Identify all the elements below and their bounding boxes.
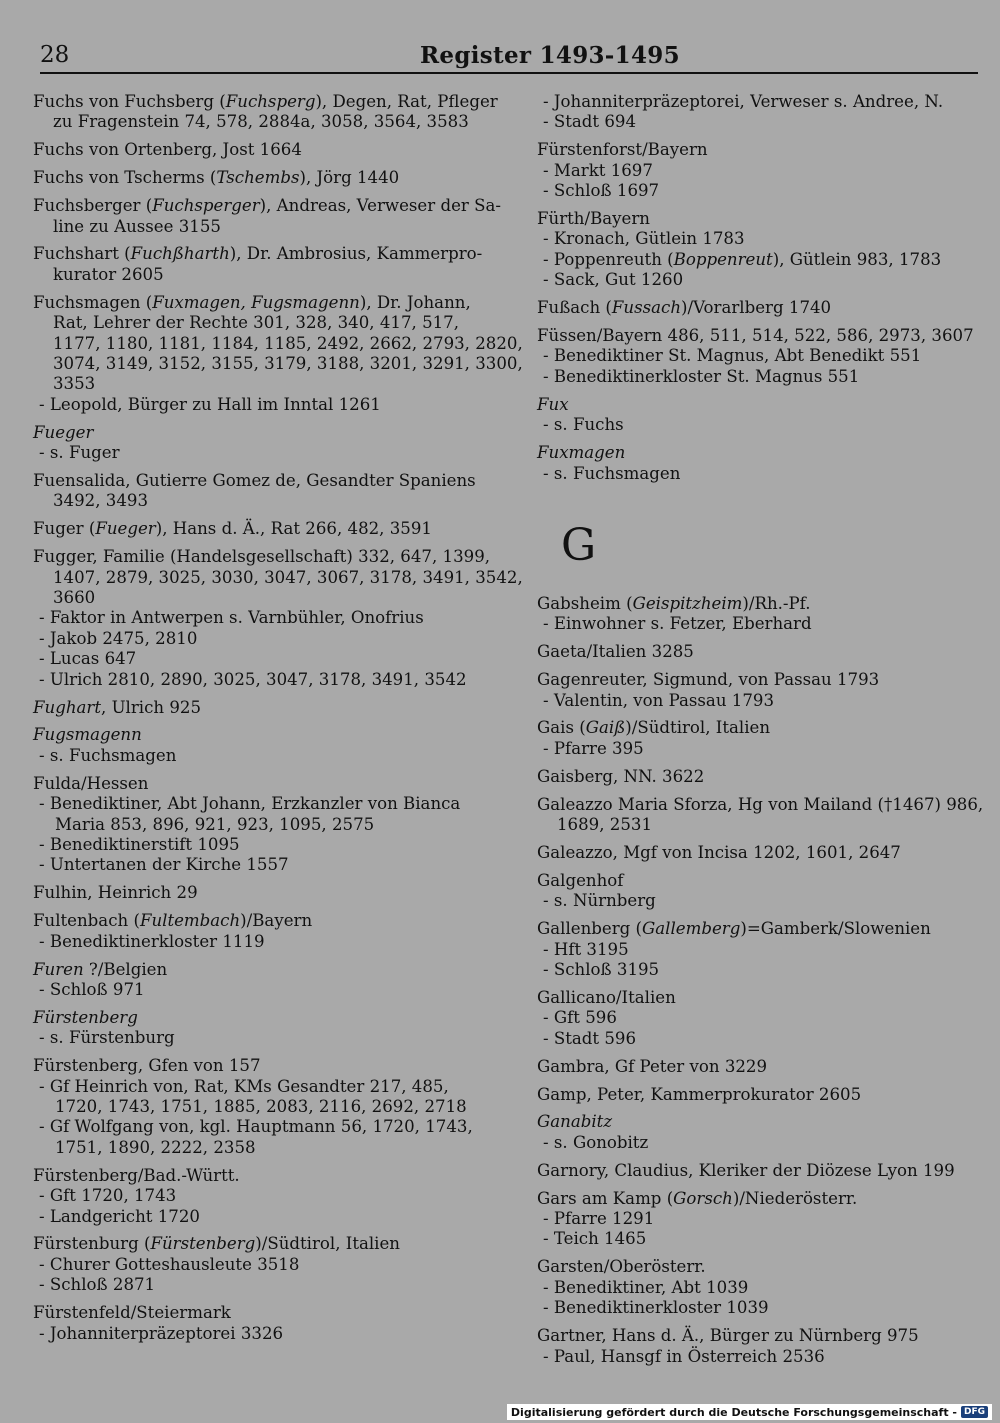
- index-entry: [537, 443, 977, 484]
- index-entry: [537, 298, 977, 318]
- index-subentry: - Hft 3195: [543, 939, 629, 959]
- index-entry-line: Galeazzo, Mgf von Incisa 1202, 1601, 2647: [537, 842, 901, 862]
- index-subentry: Maria 853, 896, 921, 923, 1095, 2575: [55, 814, 375, 834]
- index-entry: [33, 244, 488, 285]
- index-entry: [33, 883, 488, 903]
- index-entry: [33, 698, 488, 718]
- index-entry-line: Fugger, Familie (Handelsgesellschaft) 332, 647, 1399,: [33, 547, 491, 567]
- index-entry: [33, 196, 501, 237]
- index-subentry: - Schloß 3195: [543, 960, 660, 979]
- index-subentry: - Benediktinerstift 1095: [39, 835, 240, 854]
- index-subentry: - Teich 1465: [543, 1229, 647, 1249]
- index-entry-line: Fultenbach (Fultembach)/Bayern: [33, 911, 313, 931]
- index-subentry: - Sack, Gut 1260: [543, 270, 684, 290]
- index-subentry: - s. Gonobitz: [543, 1132, 649, 1152]
- index-entry: [33, 1056, 488, 1158]
- index-entry-line: Fuensalida, Gutierre Gomez de, Gesandter Spaniens: [33, 471, 476, 490]
- index-entry-line: Fürth/Bayern: [537, 209, 650, 229]
- index-subentry: - Gft 1720, 1743: [39, 1186, 177, 1206]
- index-subentry: - Johanniterpräzeptorei 3326: [39, 1323, 284, 1343]
- index-entry-line: Gallicano/Italien: [537, 987, 676, 1007]
- index-entry-line: Fußach (Fussach)/Vorarlberg 1740: [537, 298, 832, 318]
- index-entry: [537, 209, 977, 291]
- index-entry-line: 3492, 3493: [53, 491, 149, 511]
- index-subentry: - Gf Heinrich von, Rat, KMs Gesandter 217, 485,: [39, 1076, 449, 1096]
- index-entry-line: Ganabitz: [537, 1112, 613, 1132]
- index-entry: [537, 92, 977, 133]
- dfg-logo: DFG: [961, 1406, 988, 1418]
- index-entry: [537, 1257, 977, 1318]
- section-letter: G: [561, 519, 597, 571]
- index-subentry: 1751, 1890, 2222, 2358: [55, 1137, 256, 1157]
- index-subentry: - s. Fuchsmagen: [543, 463, 681, 483]
- index-entry: [537, 767, 977, 787]
- index-subentry: - Pfarre 395: [543, 738, 644, 758]
- index-subentry: - Leopold, Bürger zu Hall im Inntal 1261: [39, 394, 381, 414]
- index-subentry: - Kronach, Gütlein 1783: [543, 229, 745, 249]
- index-entry-line: Gallenberg (Gallemberg)=Gamberk/Slowenien: [537, 919, 931, 939]
- index-entry-line: 3074, 3149, 3152, 3155, 3179, 3188, 3201, 3291, 3300,: [53, 353, 523, 373]
- header-rule: [40, 72, 978, 74]
- index-entry: [33, 1166, 488, 1227]
- index-entry-line: 1407, 2879, 3025, 3030, 3047, 3067, 3178, 3491, 3542,: [53, 567, 523, 587]
- index-entry-line: Füssen/Bayern 486, 511, 514, 522, 586, 2973, 3607: [537, 326, 974, 346]
- index-entry-line: Gais (Gaiß)/Südtirol, Italien: [537, 718, 771, 738]
- index-entry-line: Fulda/Hessen: [33, 773, 149, 793]
- index-entry: [33, 911, 488, 952]
- index-subentry: - Markt 1697: [543, 160, 653, 180]
- index-entry-line: Fugsmagenn: [33, 725, 142, 745]
- index-entry-line: 1177, 1180, 1181, 1184, 1185, 2492, 2662, 2793, 2820,: [53, 333, 523, 353]
- index-entry: [537, 670, 977, 711]
- index-subentry: - Benediktinerkloster 1119: [39, 931, 265, 951]
- index-entry-line: Fuchs von Ortenberg, Jost 1664: [33, 140, 302, 160]
- left-column: [33, 92, 523, 1351]
- index-entry-line: 1689, 2531: [557, 815, 653, 835]
- index-entry: [537, 718, 977, 759]
- right-column: [537, 92, 984, 1374]
- index-entry-line: Fughart, Ulrich 925: [33, 697, 202, 717]
- index-entry: [537, 1112, 977, 1153]
- index-subentry: - Gft 596: [543, 1008, 617, 1028]
- index-entry: [537, 794, 984, 836]
- index-entry-line: Furen ?/Belgien: [33, 959, 168, 979]
- index-subentry: - s. Nürnberg: [543, 891, 656, 911]
- index-entry: [33, 725, 488, 766]
- index-entry-line: zu Fragenstein 74, 578, 2884a, 3058, 3564, 3583: [53, 112, 469, 132]
- index-entry: [537, 843, 977, 863]
- index-entry-line: Fuchs von Tscherms (Tschembs), Jörg 1440: [33, 168, 400, 188]
- index-entry: [33, 1303, 488, 1344]
- index-entry-line: Gars am Kamp (Gorsch)/Niederösterr.: [537, 1188, 858, 1208]
- page-number: 28: [40, 42, 70, 68]
- index-entry-line: Fürstenberg/Bad.-Württ.: [33, 1165, 240, 1185]
- index-subentry: - Faktor in Antwerpen s. Varnbühler, Onofrius: [39, 608, 424, 628]
- index-subentry: - Gf Wolfgang von, kgl. Hauptmann 56, 1720, 1743,: [39, 1117, 473, 1137]
- index-subentry: - Johanniterpräzeptorei, Verweser s. Andree, N.: [543, 92, 944, 111]
- index-entry-line: Fuchshart (Fuchßharth), Dr. Ambrosius, Kammerpro-: [33, 244, 483, 264]
- index-entry: [33, 292, 523, 415]
- index-subentry: - Benediktiner St. Magnus, Abt Benedikt 551: [543, 346, 922, 366]
- index-subentry: - Valentin, von Passau 1793: [543, 690, 775, 710]
- index-subentry: - Lucas 647: [39, 649, 137, 669]
- index-entry-line: kurator 2605: [53, 264, 164, 284]
- index-entry-line: 3660: [53, 588, 96, 608]
- index-entry: [33, 140, 488, 160]
- index-subentry: - Benediktinerkloster 1039: [543, 1298, 769, 1318]
- index-entry-line: Garsten/Oberösterr.: [537, 1257, 706, 1277]
- index-entry: [33, 168, 488, 188]
- index-entry-line: line zu Aussee 3155: [53, 216, 221, 236]
- index-entry-line: Fürstenburg (Fürstenberg)/Südtirol, Italien: [33, 1234, 400, 1254]
- index-entry: [33, 471, 488, 512]
- index-entry: [537, 1057, 977, 1077]
- index-subentry: - Schloß 2871: [39, 1275, 156, 1295]
- index-subentry: - Pfarre 1291: [543, 1209, 655, 1229]
- index-entry-line: Gaisberg, NN. 3622: [537, 766, 705, 786]
- index-entry: [33, 423, 488, 464]
- index-entry-line: Fuxmagen: [537, 443, 626, 463]
- index-entry-line: Fürstenfeld/Steiermark: [33, 1303, 231, 1323]
- index-entry: [537, 1161, 977, 1181]
- index-entry: [537, 642, 977, 662]
- index-subentry: - Stadt 596: [543, 1028, 637, 1048]
- index-subentry: - s. Fuger: [39, 443, 120, 463]
- index-entry-line: Fulhin, Heinrich 29: [33, 883, 198, 903]
- index-entry: [537, 326, 977, 387]
- index-subentry: 1720, 1743, 1751, 1885, 2083, 2116, 2692, 2718: [55, 1096, 467, 1116]
- index-subentry: - Ulrich 2810, 2890, 3025, 3047, 3178, 3491, 3542: [39, 669, 467, 689]
- index-subentry: - s. Fuchsmagen: [39, 745, 177, 765]
- index-entry-line: Galeazzo Maria Sforza, Hg von Mailand (†1467) 986,: [537, 794, 984, 814]
- index-entry: [33, 92, 498, 133]
- index-entry-line: Gartner, Hans d. Ä., Bürger zu Nürnberg 975: [537, 1326, 919, 1346]
- index-entry: [33, 519, 488, 539]
- footer-text: Digitalisierung gefördert durch die Deutsche Forschungsgemeinschaft -: [510, 1405, 957, 1419]
- index-entry-line: Fuchs von Fuchsberg (Fuchsperg), Degen, Rat, Pfleger: [33, 92, 498, 111]
- index-entry-line: Garnory, Claudius, Kleriker der Diözese Lyon 199: [537, 1160, 955, 1180]
- index-entry-line: Fürstenforst/Bayern: [537, 140, 708, 160]
- index-entry: [537, 140, 977, 201]
- index-entry: [33, 774, 488, 876]
- index-subentry: - Schloß 1697: [543, 181, 660, 201]
- index-entry: [33, 1234, 488, 1295]
- right-column-bottom: [537, 593, 984, 1367]
- index-entry: [537, 594, 977, 635]
- index-entry-line: 3353: [53, 374, 96, 394]
- index-subentry: - Untertanen der Kirche 1557: [39, 855, 289, 875]
- running-title: Register 1493-1495: [420, 42, 680, 69]
- index-entry: [33, 1008, 488, 1049]
- index-entry: [537, 1326, 977, 1367]
- index-entry-line: Gabsheim (Geispitzheim)/Rh.-Pf.: [537, 593, 811, 613]
- index-subentry: - Schloß 971: [39, 979, 145, 999]
- index-subentry: - Benediktinerkloster St. Magnus 551: [543, 366, 860, 386]
- index-entry: [537, 1085, 977, 1105]
- index-subentry: - s. Fürstenburg: [39, 1028, 175, 1048]
- index-subentry: - Jakob 2475, 2810: [39, 628, 198, 648]
- index-entry-line: Gamp, Peter, Kammerprokurator 2605: [537, 1084, 862, 1104]
- index-entry-line: Gagenreuter, Sigmund, von Passau 1793: [537, 670, 880, 690]
- index-entry: [537, 1189, 977, 1250]
- index-entry-line: Gaeta/Italien 3285: [537, 642, 694, 662]
- index-entry: [33, 960, 488, 1001]
- index-subentry: - s. Fuchs: [543, 415, 624, 435]
- right-column-top: [537, 92, 977, 484]
- index-subentry: - Churer Gotteshausleute 3518: [39, 1254, 300, 1274]
- index-entry-line: Fuchsmagen (Fuxmagen, Fugsmagenn), Dr. Johann,: [33, 292, 471, 312]
- index-subentry: - Landgericht 1720: [39, 1206, 200, 1226]
- index-entry-line: Galgenhof: [537, 870, 624, 890]
- index-entry-line: Fuchsberger (Fuchsperger), Andreas, Verweser der Sa-: [33, 196, 501, 216]
- index-entry-line: Fueger: [33, 422, 94, 442]
- index-subentry: - Paul, Hansgf in Österreich 2536: [543, 1346, 825, 1366]
- index-entry-line: Gambra, Gf Peter von 3229: [537, 1056, 768, 1076]
- index-entry: [537, 395, 977, 436]
- index-entry-line: Fürstenberg: [33, 1007, 138, 1027]
- index-entry-line: Rat, Lehrer der Rechte 301, 328, 340, 417, 517,: [53, 313, 460, 333]
- index-entry: [537, 919, 977, 980]
- page-header: [40, 40, 975, 80]
- index-entry-line: Fuger (Fueger), Hans d. Ä., Rat 266, 482, 3591: [33, 519, 432, 539]
- index-subentry: - Benediktiner, Abt 1039: [543, 1277, 749, 1297]
- footer-credit: [507, 1404, 992, 1420]
- index-subentry: - Stadt 694: [543, 112, 637, 132]
- index-entry: [537, 988, 977, 1049]
- index-entry: [33, 547, 523, 690]
- index-subentry: - Poppenreuth (Boppenreut), Gütlein 983, 1783: [543, 249, 942, 269]
- index-subentry: - Einwohner s. Fetzer, Eberhard: [543, 614, 812, 634]
- index-subentry: - Benediktiner, Abt Johann, Erzkanzler von Bianca: [39, 794, 461, 814]
- index-entry: [537, 871, 977, 912]
- index-entry-line: Fürstenberg, Gfen von 157: [33, 1056, 261, 1076]
- index-entry-line: Fux: [537, 394, 569, 414]
